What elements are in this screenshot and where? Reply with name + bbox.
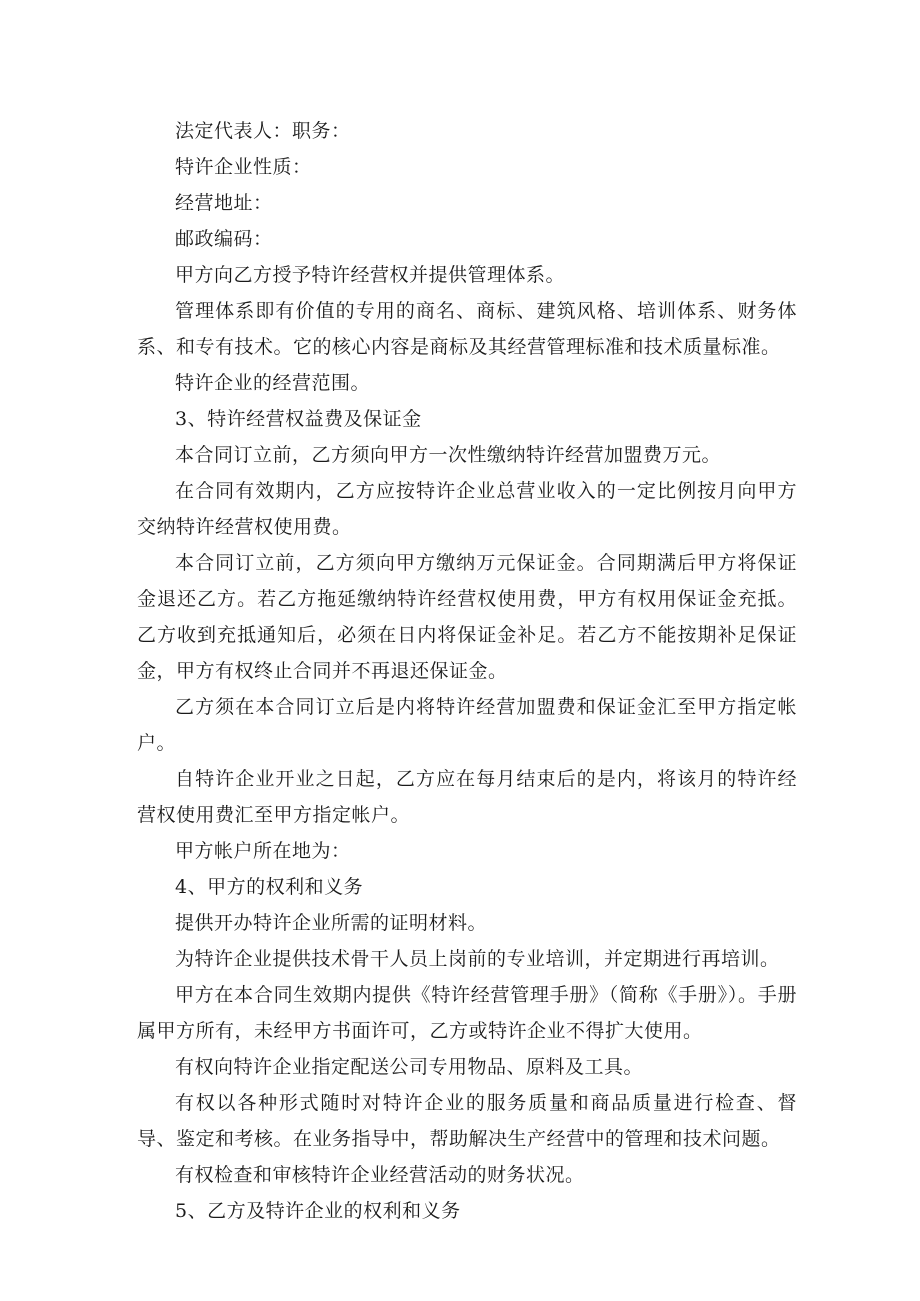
paragraph-inspection: 有权以各种形式随时对特许企业的服务质量和商品质量进行检查、督导、鉴定和考核。在业务指导中，帮助解决生产经营中的管理和技术问题。 [137, 1092, 797, 1150]
section-heading-4: 4、甲方的权利和义务 [175, 876, 364, 898]
paragraph-management-system: 管理体系即有价值的专用的商名、商标、建筑风格、培训体系、财务体系、和专有技术。它的核心内容是商标及其经营管理标准和技术质量标准。 [137, 300, 797, 358]
paragraph-grant: 甲方向乙方授予特许经营权并提供管理体系。 [175, 264, 566, 286]
section-heading-3: 3、特许经营权益费及保证金 [175, 408, 422, 430]
paragraph-supplies: 有权向特许企业指定配送公司专用物品、原料及工具。 [175, 1056, 644, 1078]
document-body [137, 113, 797, 1229]
paragraph-certification: 提供开办特许企业所需的证明材料。 [175, 912, 488, 934]
paragraph-business-address: 经营地址： [175, 192, 273, 214]
paragraph-training: 为特许企业提供技术骨干人员上岗前的专业培训，并定期进行再培训。 [175, 948, 780, 970]
paragraph-business-scope: 特许企业的经营范围。 [175, 372, 371, 394]
paragraph-manual: 甲方在本合同生效期内提供《特许经营管理手册》（简称《手册》）。手册属甲方所有，未经甲方书面许可，乙方或特许企业不得扩大使用。 [137, 984, 797, 1042]
paragraph-postal-code: 邮政编码： [175, 228, 273, 250]
paragraph-monthly-remittance: 自特许企业开业之日起，乙方应在每月结束后的是内，将该月的特许经营权使用费汇至甲方指定帐户。 [137, 768, 797, 826]
paragraph-franchise-fee: 本合同订立前，乙方须向甲方一次性缴纳特许经营加盟费万元。 [175, 444, 722, 466]
paragraph-financial-audit: 有权检查和审核特许企业经营活动的财务状况。 [175, 1164, 585, 1186]
paragraph-enterprise-nature: 特许企业性质： [175, 156, 312, 178]
paragraph-account-location: 甲方帐户所在地为： [175, 840, 351, 862]
paragraph-usage-fee: 在合同有效期内，乙方应按特许企业总营业收入的一定比例按月向甲方交纳特许经营权使用费。 [137, 480, 797, 538]
paragraph-deposit: 本合同订立前，乙方须向甲方缴纳万元保证金。合同期满后甲方将保证金退还乙方。若乙方拖延缴纳特许经营权使用费，甲方有权用保证金充抵。乙方收到充抵通知后，必须在日内将保证金补足。若乙方不能按期补足保证金，甲方有权终止合同并不再退还保证金。 [137, 552, 797, 682]
paragraph-remittance: 乙方须在本合同订立后是内将特许经营加盟费和保证金汇至甲方指定帐户。 [137, 696, 797, 754]
paragraph-legal-representative: 法定代表人：职务： [175, 120, 351, 142]
section-heading-5: 5、乙方及特许企业的权利和义务 [175, 1200, 461, 1222]
